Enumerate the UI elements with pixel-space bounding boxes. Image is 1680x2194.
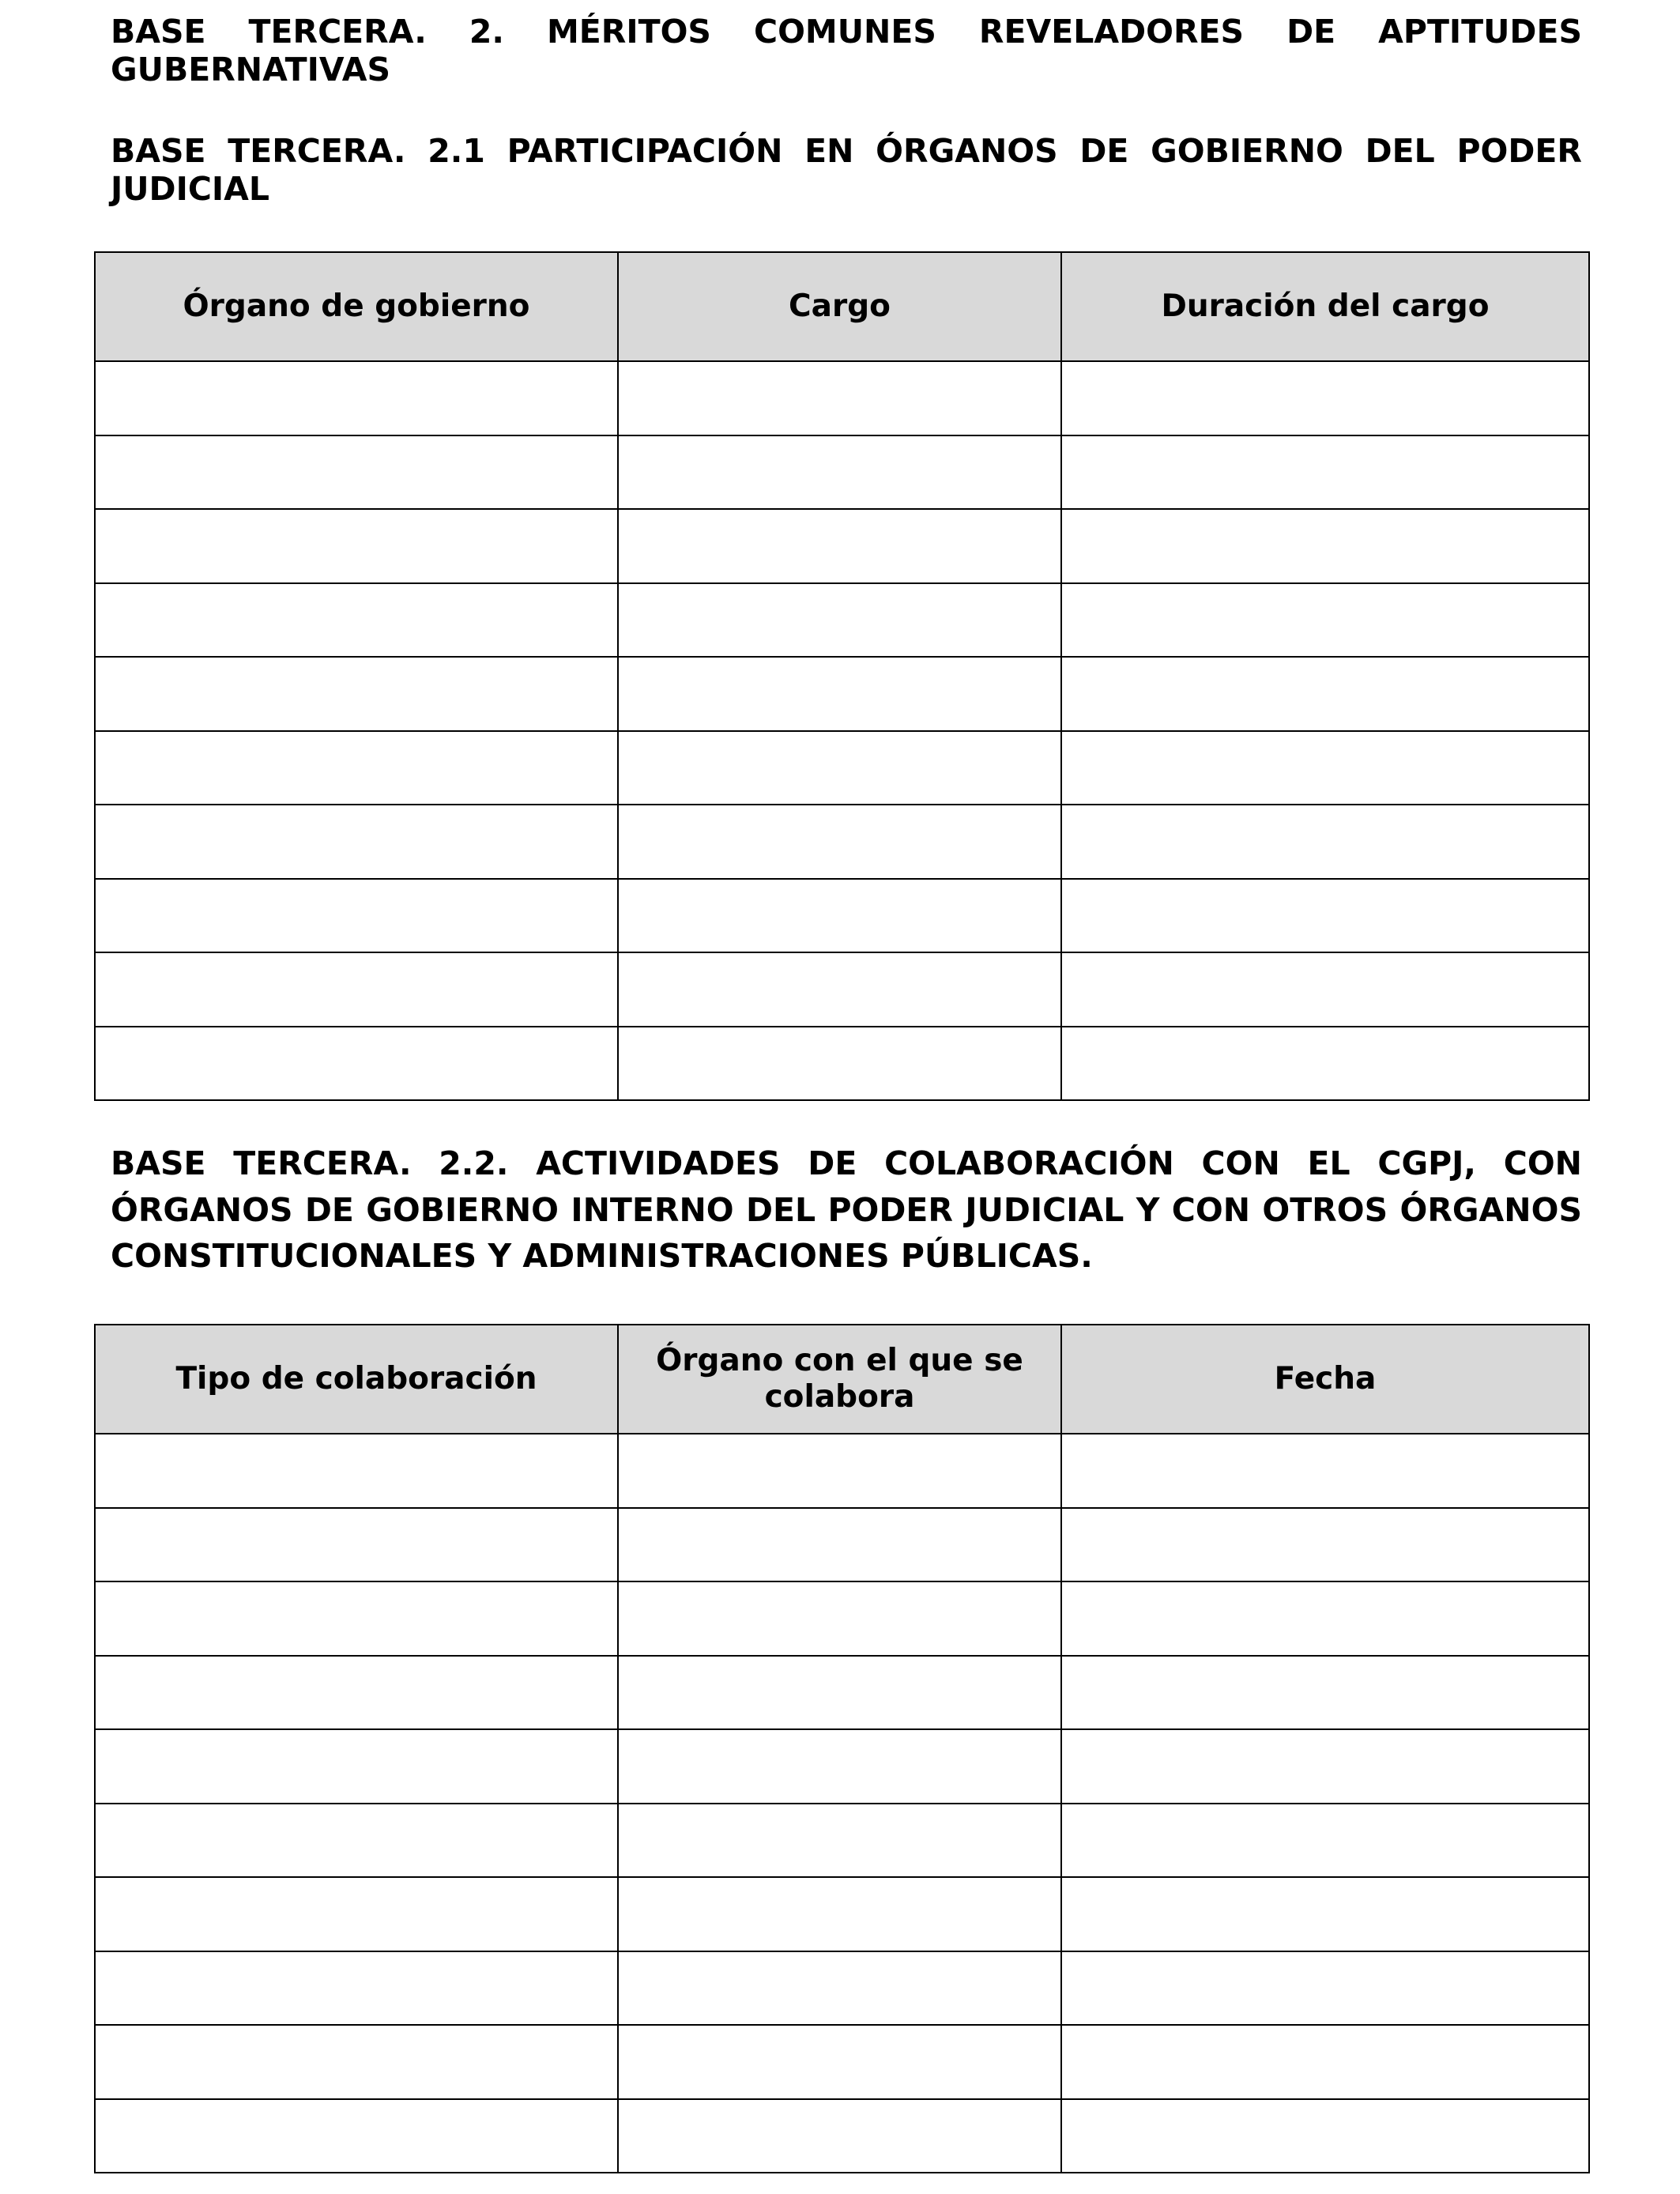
table-cell[interactable] bbox=[1061, 805, 1589, 879]
table-cell[interactable] bbox=[95, 1508, 618, 1582]
table-cell[interactable] bbox=[618, 1508, 1061, 1582]
table-cell[interactable] bbox=[1061, 731, 1589, 805]
table-cell[interactable] bbox=[1061, 1027, 1589, 1101]
table-cell[interactable] bbox=[618, 2025, 1061, 2099]
table-cell[interactable] bbox=[1061, 1877, 1589, 1951]
table-cell[interactable] bbox=[618, 1729, 1061, 1804]
table-cell[interactable] bbox=[618, 2099, 1061, 2173]
table-row bbox=[95, 731, 1589, 805]
table-row bbox=[95, 361, 1589, 435]
table-row bbox=[95, 509, 1589, 583]
table-row bbox=[95, 1729, 1589, 1804]
table-cell[interactable] bbox=[95, 1434, 618, 1508]
column-header-fecha: Fecha bbox=[1061, 1325, 1589, 1434]
table-cell[interactable] bbox=[95, 509, 618, 583]
table-cell[interactable] bbox=[1061, 1508, 1589, 1582]
table-cell[interactable] bbox=[95, 879, 618, 953]
table-row bbox=[95, 1951, 1589, 2026]
table-cell[interactable] bbox=[618, 583, 1061, 658]
table-cell[interactable] bbox=[618, 435, 1061, 510]
table-header-row bbox=[95, 1325, 1589, 1434]
table-row bbox=[95, 2099, 1589, 2173]
table-cell[interactable] bbox=[618, 1656, 1061, 1730]
table-cell[interactable] bbox=[618, 1804, 1061, 1878]
table-cell[interactable] bbox=[618, 657, 1061, 731]
table-cell[interactable] bbox=[618, 731, 1061, 805]
table-row bbox=[95, 435, 1589, 510]
table-row bbox=[95, 2025, 1589, 2099]
table-cell[interactable] bbox=[95, 1581, 618, 1656]
table-cell[interactable] bbox=[95, 583, 618, 658]
table-cell[interactable] bbox=[1061, 1434, 1589, 1508]
table-organos-gobierno bbox=[94, 251, 1590, 1101]
table-cell[interactable] bbox=[95, 657, 618, 731]
table-cell[interactable] bbox=[1061, 2025, 1589, 2099]
table-header-row bbox=[95, 252, 1589, 361]
table-cell[interactable] bbox=[618, 805, 1061, 879]
table-row bbox=[95, 1656, 1589, 1730]
table-row bbox=[95, 805, 1589, 879]
table-cell[interactable] bbox=[1061, 657, 1589, 731]
table-actividades-colaboracion bbox=[94, 1324, 1590, 2173]
section-heading-main: BASE TERCERA. 2. MÉRITOS COMUNES REVELADORES DE APTITUDES GUBERNATIVAS bbox=[111, 13, 1582, 89]
table-cell[interactable] bbox=[1061, 583, 1589, 658]
table-row bbox=[95, 1581, 1589, 1656]
table-cell[interactable] bbox=[618, 361, 1061, 435]
column-header-organo-colabora: Órgano con el que se colabora bbox=[618, 1325, 1061, 1434]
table-cell[interactable] bbox=[95, 361, 618, 435]
table-row bbox=[95, 583, 1589, 658]
table-cell[interactable] bbox=[95, 435, 618, 510]
column-header-cargo: Cargo bbox=[618, 252, 1061, 361]
table-cell[interactable] bbox=[1061, 509, 1589, 583]
table-cell[interactable] bbox=[95, 1656, 618, 1730]
table-row bbox=[95, 879, 1589, 953]
table-row bbox=[95, 1877, 1589, 1951]
table-row bbox=[95, 1508, 1589, 1582]
table-cell[interactable] bbox=[95, 1804, 618, 1878]
table-cell[interactable] bbox=[618, 952, 1061, 1027]
table-row bbox=[95, 1027, 1589, 1101]
table-cell[interactable] bbox=[95, 1951, 618, 2026]
table-row bbox=[95, 1804, 1589, 1878]
table-cell[interactable] bbox=[95, 1877, 618, 1951]
table-cell[interactable] bbox=[1061, 1951, 1589, 2026]
section-heading-2-1: BASE TERCERA. 2.1 PARTICIPACIÓN EN ÓRGANOS DE GOBIERNO DEL PODER JUDICIAL bbox=[111, 132, 1582, 209]
table-cell[interactable] bbox=[95, 2099, 618, 2173]
table-cell[interactable] bbox=[1061, 1581, 1589, 1656]
table-cell[interactable] bbox=[1061, 1656, 1589, 1730]
table-cell[interactable] bbox=[95, 731, 618, 805]
table-cell[interactable] bbox=[618, 1877, 1061, 1951]
table-row bbox=[95, 952, 1589, 1027]
table-row bbox=[95, 657, 1589, 731]
table-cell[interactable] bbox=[95, 2025, 618, 2099]
table-cell[interactable] bbox=[618, 1027, 1061, 1101]
table-cell[interactable] bbox=[618, 879, 1061, 953]
table-cell[interactable] bbox=[1061, 435, 1589, 510]
table-cell[interactable] bbox=[618, 1951, 1061, 2026]
table-cell[interactable] bbox=[1061, 879, 1589, 953]
column-header-duracion-cargo: Duración del cargo bbox=[1061, 252, 1589, 361]
table-cell[interactable] bbox=[95, 1729, 618, 1804]
column-header-tipo-colaboracion: Tipo de colaboración bbox=[95, 1325, 618, 1434]
column-header-organo-gobierno: Órgano de gobierno bbox=[95, 252, 618, 361]
table-cell[interactable] bbox=[95, 805, 618, 879]
table-cell[interactable] bbox=[618, 1434, 1061, 1508]
table-cell[interactable] bbox=[1061, 952, 1589, 1027]
table-cell[interactable] bbox=[618, 509, 1061, 583]
table-cell[interactable] bbox=[1061, 2099, 1589, 2173]
table-cell[interactable] bbox=[1061, 1804, 1589, 1878]
table-cell[interactable] bbox=[95, 952, 618, 1027]
section-heading-2-2: BASE TERCERA. 2.2. ACTIVIDADES DE COLABORACIÓN CON EL CGPJ, CON ÓRGANOS DE GOBIERNO INTERNO DEL PODER JUDICIAL Y CON OTROS ÓRGANOS CONSTITUCIONALES Y ADMINISTRACIONES PÚBLICAS. bbox=[111, 1144, 1582, 1276]
table-cell[interactable] bbox=[618, 1581, 1061, 1656]
table-cell[interactable] bbox=[95, 1027, 618, 1101]
table-cell[interactable] bbox=[1061, 361, 1589, 435]
table-row bbox=[95, 1434, 1589, 1508]
table-cell[interactable] bbox=[1061, 1729, 1589, 1804]
